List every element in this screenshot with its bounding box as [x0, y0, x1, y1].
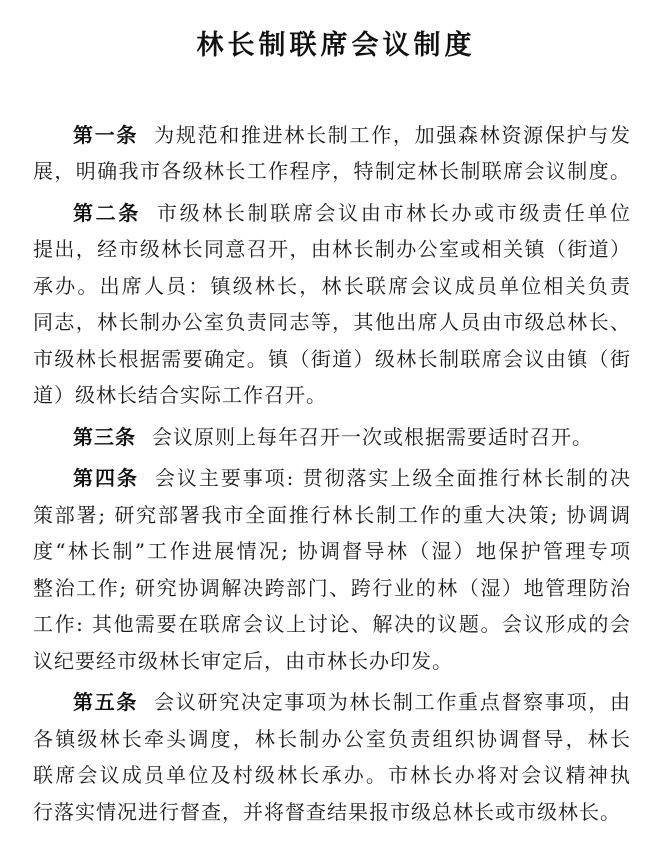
- article-text: 为规范和推进林长制工作，加强森林资源保护与发: [154, 122, 631, 147]
- article-line: 度“林长制”工作进展情况; 协调督导林（湿）地保护管理专项: [33, 539, 631, 564]
- article-line: 行落实情况进行督查，并将督查结果报市级总林长或市级林长。: [33, 799, 621, 824]
- article-text: 会议研究决定事项为林长制工作重点督察事项，由: [154, 690, 631, 715]
- article-text: 会议原则上每年召开一次或根据需要适时召开。: [152, 424, 593, 449]
- article-line: 展，明确我市各级林长工作程序，特制定林长制联席会议制度。: [33, 159, 631, 184]
- document-body: [33, 117, 631, 831]
- article-line: [33, 684, 631, 721]
- article-line: 各镇级林长牵头调度，林长制办公室负责组织协调督导，林长: [33, 726, 631, 751]
- article-line: 策部署; 研究部署我市全面推行林长制工作的重大决策; 协调调: [33, 502, 631, 527]
- article-3: [33, 419, 631, 456]
- article-4: [33, 460, 631, 679]
- article-text: 市级林长制联席会议由市林长办或市级责任单位: [156, 200, 632, 225]
- article-line: [33, 195, 631, 232]
- article-1: [33, 117, 631, 190]
- article-2: [33, 195, 631, 414]
- article-5: [33, 684, 631, 830]
- article-label: 第五条: [73, 692, 139, 715]
- article-line: 承办。出席人员：镇级林长，林长联席会议成员单位相关负责: [33, 273, 631, 298]
- article-line: 提出，经市级林长同意召开，由林长制办公室或相关镇（街道）: [33, 237, 631, 262]
- article-label: 第一条: [73, 124, 139, 147]
- article-line: 联席会议成员单位及村级林长承办。市林长办将对会议精神执: [33, 763, 631, 788]
- article-line: 议纪要经市级林长审定后，由市林长办印发。: [33, 648, 453, 673]
- article-text: 会议主要事项: 贯彻落实上级全面推行林长制的决: [154, 466, 631, 491]
- article-line: [33, 460, 631, 497]
- article-label: 第三条: [73, 426, 136, 449]
- article-line: [33, 117, 631, 154]
- document-title: 林长制联席会议制度: [196, 30, 476, 60]
- article-line: 市级林长根据需要确定。镇（街道）级林长制联席会议由镇（街: [33, 346, 631, 371]
- article-line: 工作: 其他需要在联席会议上讨论、解决的议题。会议形成的会: [33, 612, 631, 637]
- article-line: 道）级林长结合实际工作召开。: [33, 383, 327, 408]
- article-line: 整治工作; 研究协调解决跨部门、跨行业的林（湿）地管理防治: [33, 575, 631, 600]
- article-line: 同志，林长制办公室负责同志等，其他出席人员由市级总林长、: [33, 310, 631, 335]
- article-line: [33, 419, 631, 456]
- article-label: 第二条: [73, 202, 141, 225]
- article-label: 第四条: [73, 468, 139, 491]
